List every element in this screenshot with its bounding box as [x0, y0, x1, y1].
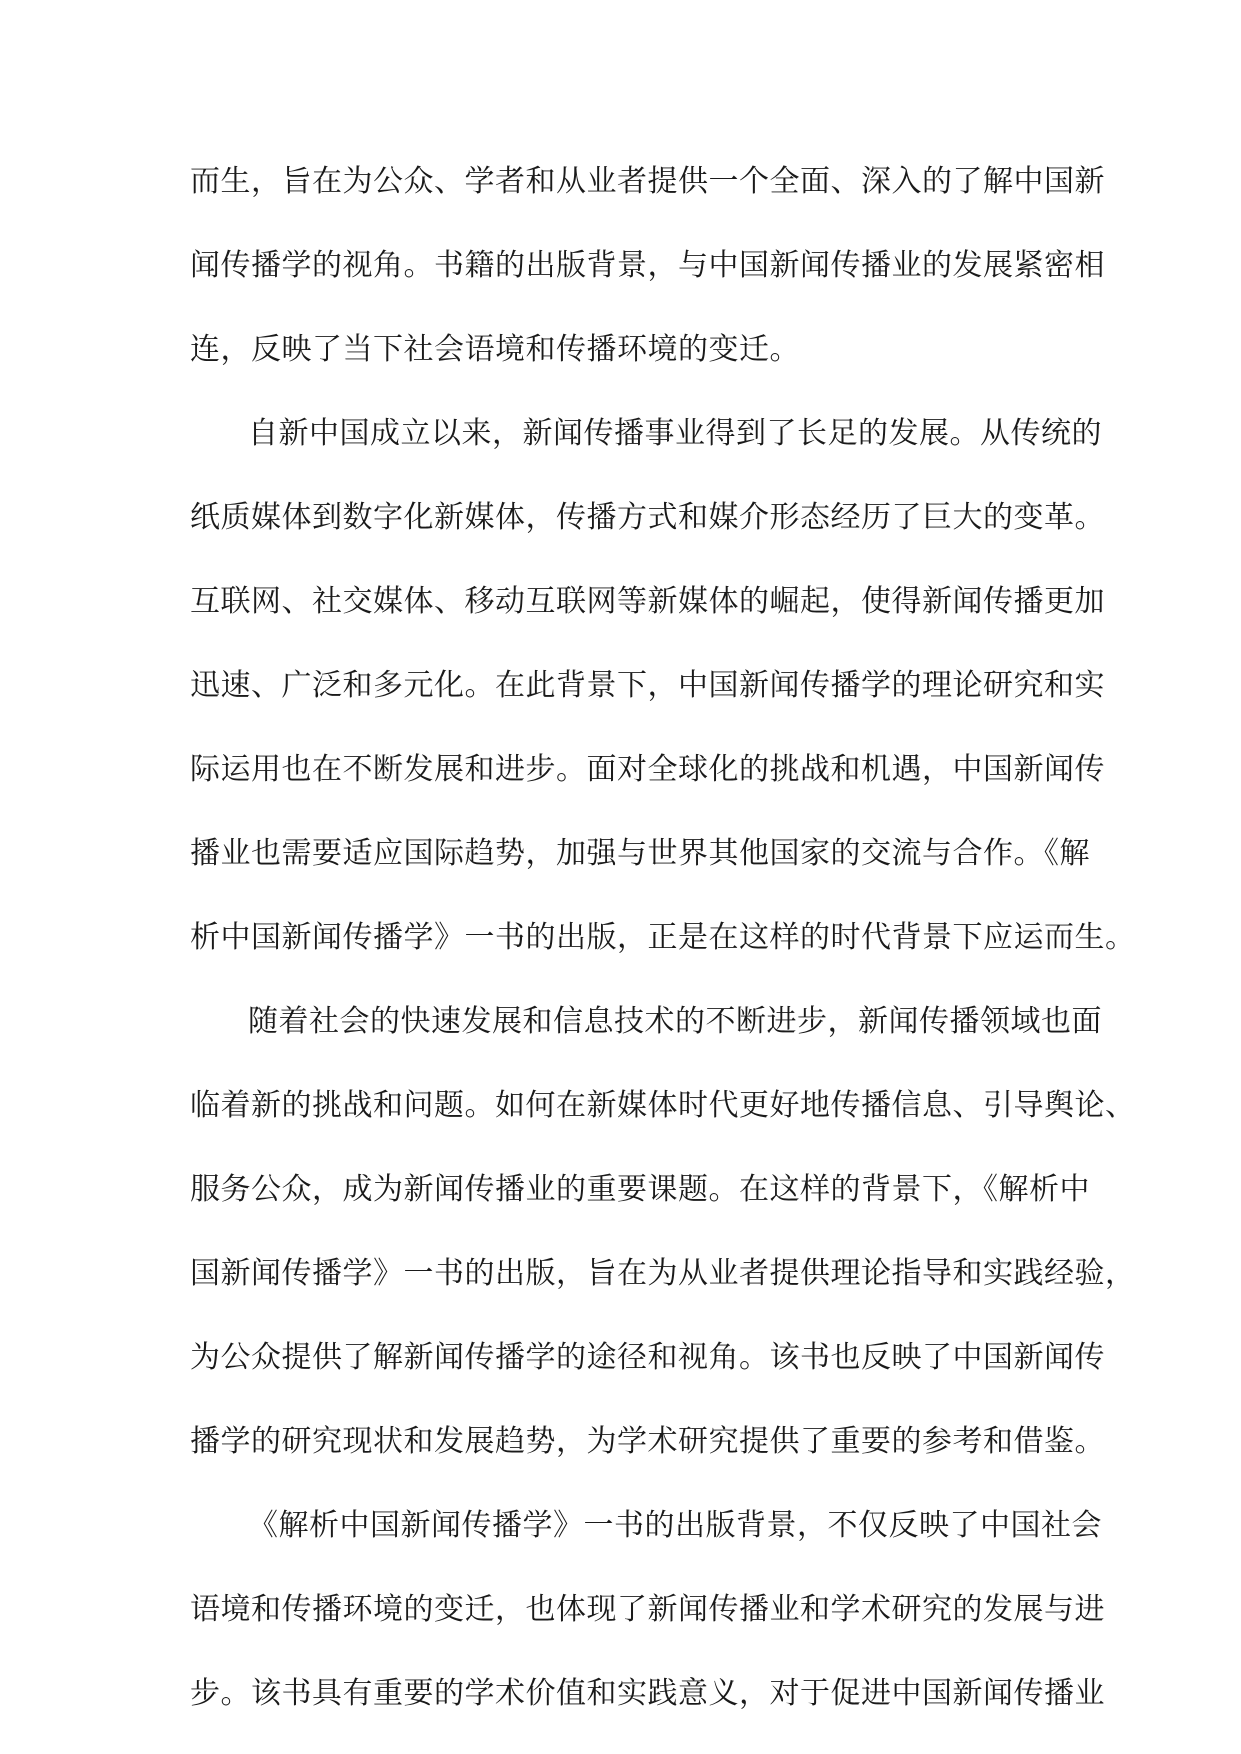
- paragraph-line: 步。该书具有重要的学术价值和实践意义，对于促进中国新闻传播业: [190, 1676, 1105, 1711]
- paragraph-line: 际运用也在不断发展和进步。面对全球化的挑战和机遇，中国新闻传: [190, 752, 1105, 787]
- paragraph-line: 播业也需要适应国际趋势，加强与世界其他国家的交流与合作。《解: [190, 836, 1090, 871]
- paragraph-4: [190, 1484, 1105, 1736]
- paragraph-first-line: 随着社会的快速发展和信息技术的不断进步，新闻传播领域也面: [248, 1004, 1102, 1039]
- paragraph-line: 析中国新闻传播学》一书的出版，正是在这样的时代背景下应运而生。: [190, 920, 1136, 955]
- paragraph-line: 纸质媒体到数字化新媒体，传播方式和媒介形态经历了巨大的变革。: [190, 500, 1105, 535]
- paragraph-line: 互联网、社交媒体、移动互联网等新媒体的崛起，使得新闻传播更加: [190, 584, 1105, 619]
- paragraph-line: 迅速、广泛和多元化。在此背景下，中国新闻传播学的理论研究和实: [190, 668, 1105, 703]
- paragraph-line: 播学的研究现状和发展趋势，为学术研究提供了重要的参考和借鉴。: [190, 1424, 1105, 1459]
- paragraph-line: 服务公众，成为新闻传播业的重要课题。在这样的背景下，《解析中: [190, 1172, 1090, 1207]
- paragraph-line: 连，反映了当下社会语境和传播环境的变迁。: [190, 332, 800, 367]
- body-text: [190, 140, 1136, 1736]
- paragraph-line: 临着新的挑战和问题。如何在新媒体时代更好地传播信息、引导舆论、: [190, 1088, 1136, 1123]
- paragraph-line: 闻传播学的视角。书籍的出版背景，与中国新闻传播业的发展紧密相: [190, 248, 1105, 283]
- paragraph-line: 国新闻传播学》一书的出版，旨在为从业者提供理论指导和实践经验，: [190, 1256, 1136, 1291]
- paragraph-1: [190, 140, 1105, 392]
- paragraph-3: [190, 980, 1136, 1484]
- paragraph-line: 语境和传播环境的变迁，也体现了新闻传播业和学术研究的发展与进: [190, 1592, 1105, 1627]
- paragraph-2: [190, 392, 1136, 980]
- paragraph-line: 为公众提供了解新闻传播学的途径和视角。该书也反映了中国新闻传: [190, 1340, 1105, 1375]
- paragraph-first-line: 《解析中国新闻传播学》一书的出版背景，不仅反映了中国社会: [248, 1508, 1102, 1543]
- paragraph-line: 而生，旨在为公众、学者和从业者提供一个全面、深入的了解中国新: [190, 164, 1105, 199]
- paragraph-first-line: 自新中国成立以来，新闻传播事业得到了长足的发展。从传统的: [248, 416, 1102, 451]
